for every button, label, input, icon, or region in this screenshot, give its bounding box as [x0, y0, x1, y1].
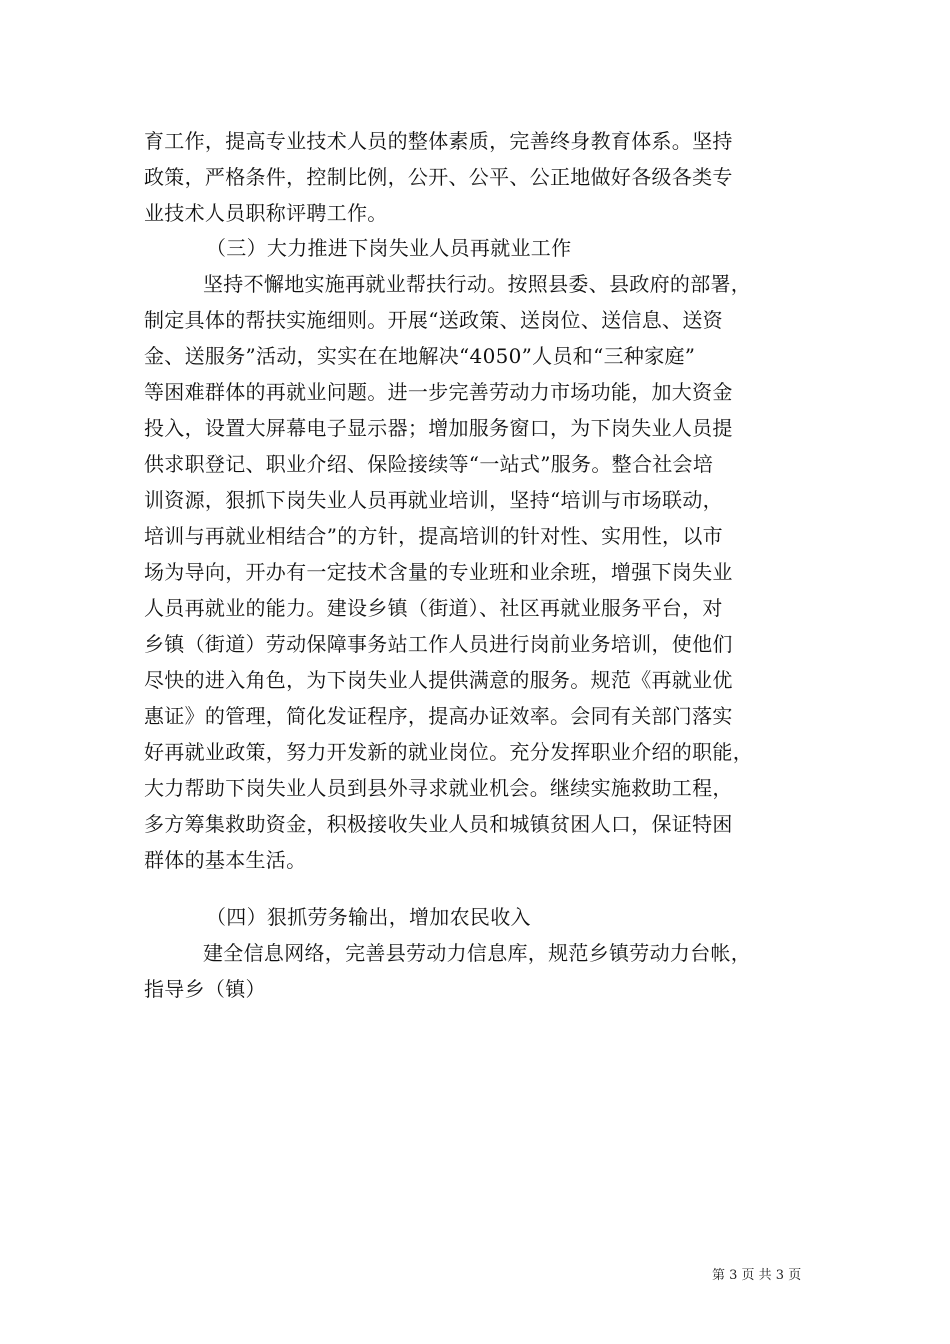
body-text-line: 培训与再就业相结合”的方针，提高培训的针对性、实用性，以市: [144, 524, 723, 548]
page-number-footer: 第 3 页 共 3 页: [712, 1268, 802, 1283]
body-text-line: 政策，严格条件，控制比例，公开、公平、公正地做好各级各类专: [144, 165, 733, 189]
body-text-line: 大力帮助下岗失业人员到县外寻求就业机会。继续实施救助工程，: [144, 776, 733, 800]
body-text-line: 业技术人员职称评聘工作。: [144, 201, 388, 225]
paragraph-first-line: 建全信息网络，完善县劳动力信息库，规范乡镇劳动力台帐，: [203, 941, 752, 965]
body-text-line: 多方筹集救助资金，积极接收失业人员和城镇贫困人口，保证特困: [144, 812, 733, 836]
body-text-line: 群体的基本生活。: [144, 848, 307, 872]
body-text-line: 惠证》的管理，简化发证程序，提高办证效率。会同有关部门落实: [144, 704, 733, 728]
body-text-line: 场为导向，开办有一定技术含量的专业班和业余班，增强下岗失业: [144, 560, 733, 584]
body-text-line: 等困难群体的再就业问题。进一步完善劳动力市场功能，加大资金: [144, 380, 733, 404]
paragraph-first-line: 坚持不懈地实施再就业帮扶行动。按照县委、县政府的部署，: [203, 272, 752, 296]
body-text-line: 指导乡（镇）: [144, 977, 266, 1001]
body-text-line: 乡镇（街道）劳动保障事务站工作人员进行岗前业务培训，使他们: [144, 632, 733, 656]
section-heading-4: （四）狠抓劳务输出，增加农民收入: [206, 905, 531, 929]
section-heading-3: （三）大力推进下岗失业人员再就业工作: [206, 236, 572, 260]
body-text-line: 好再就业政策，努力开发新的就业岗位。充分发挥职业介绍的职能，: [144, 740, 753, 764]
body-text-line: 金、送服务”活动，实实在在地解决“4050”人员和“三种家庭”: [144, 344, 696, 368]
body-text-line: 供求职登记、职业介绍、保险接续等“一站式”服务。整合社会培: [144, 452, 714, 476]
body-text-line: 训资源，狠抓下岗失业人员再就业培训，坚持“培训与市场联动，: [144, 488, 723, 512]
body-text-line: 投入，设置大屏幕电子显示器；增加服务窗口，为下岗失业人员提: [144, 416, 733, 440]
body-text-line: 制定具体的帮扶实施细则。开展“送政策、送岗位、送信息、送资: [144, 308, 723, 332]
body-text-line: 人员再就业的能力。建设乡镇（街道）、社区再就业服务平台，对: [144, 596, 723, 620]
body-text-line: 育工作，提高专业技术人员的整体素质，完善终身教育体系。坚持: [144, 129, 733, 153]
body-text-line: 尽快的进入角色，为下岗失业人提供满意的服务。规范《再就业优: [144, 668, 733, 692]
